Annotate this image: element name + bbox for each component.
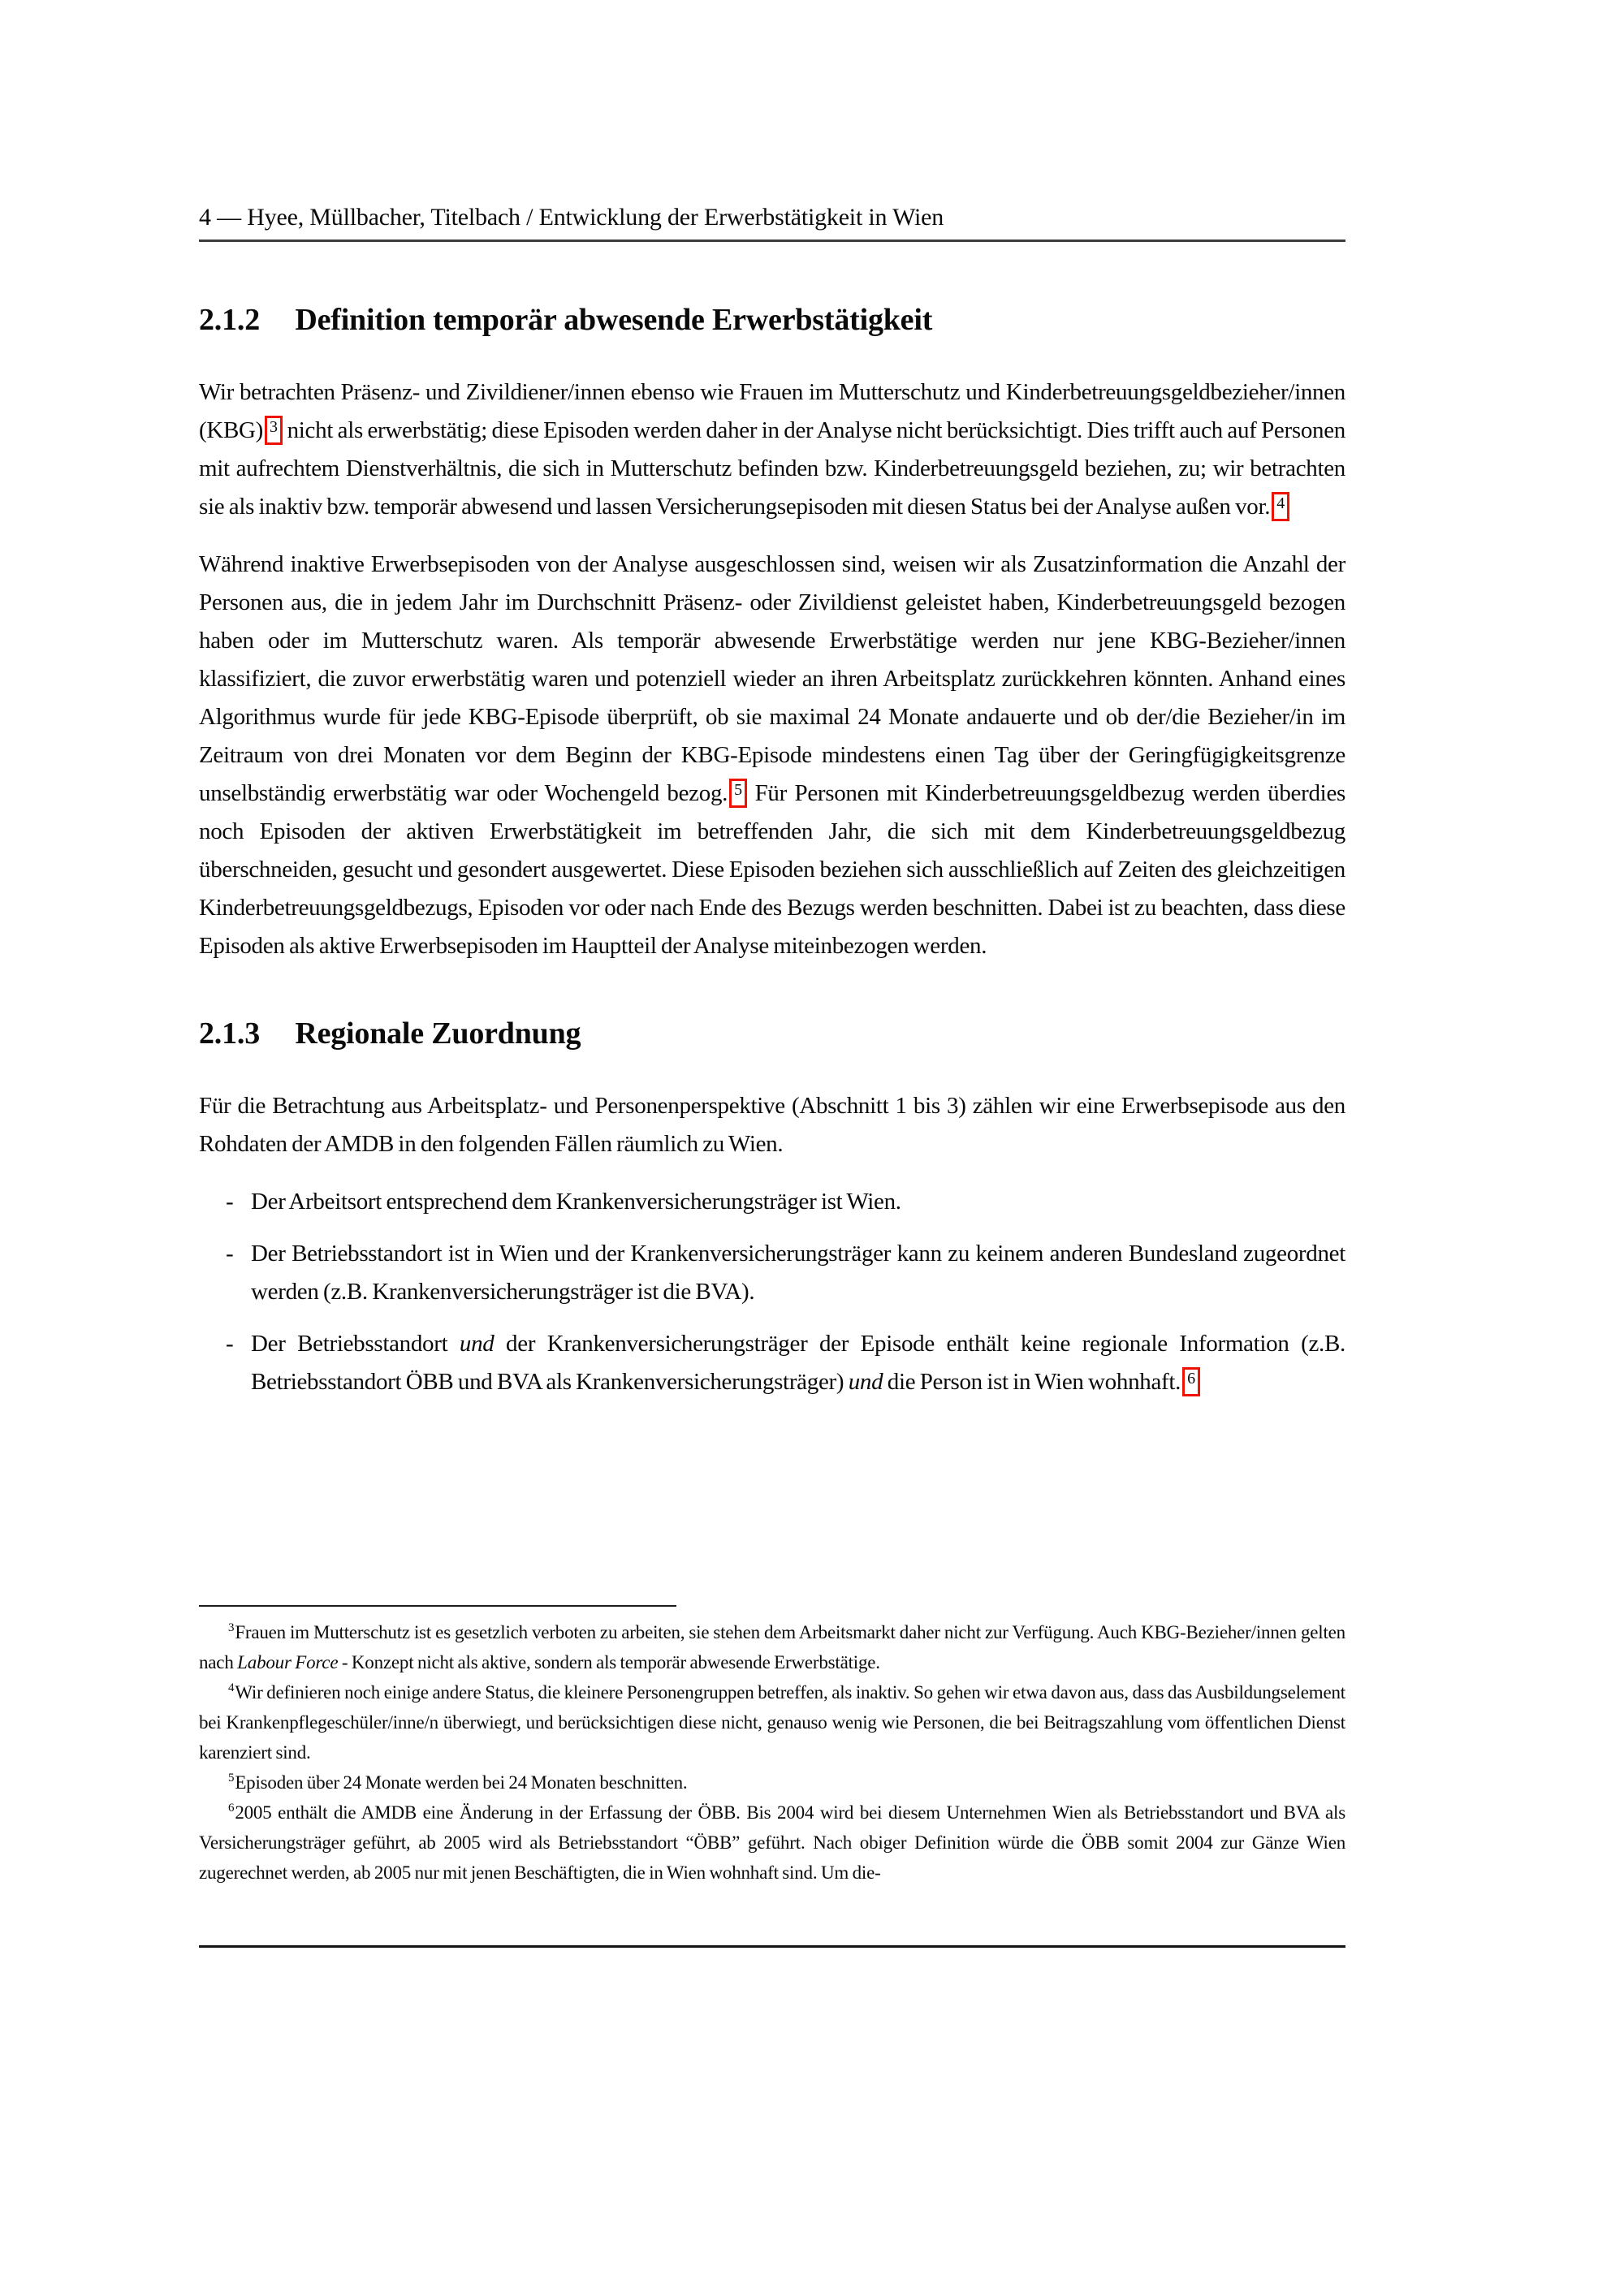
bullet-text (251, 1331, 1345, 1395)
bullet-text (251, 1189, 901, 1215)
footnote-ref-4[interactable]: 4 (1272, 492, 1289, 521)
page-header-text: 4 — Hyee, Müllbacher, Titelbach / Entwicklung der Erwerbstätigkeit in Wien (199, 204, 944, 231)
text-run: Episoden über 24 Monate werden bei 24 Monaten beschnitten. (235, 1772, 688, 1793)
text-run: Wir definieren noch einige andere Status, die kleinere Personengruppen betreffen, als inaktiv. So gehen wir etwa davon aus, dass das Ausbildungselement bei Krankenpflegeschüler/inne/n überwiegt, und berücksichtigen diese nicht, genauso wenig wie Personen, die bei Beitragszahlung vom öffentlichen Dienst karenziert sind. (199, 1682, 1345, 1763)
text-run: Für die Betrachtung aus Arbeitsplatz- und Personenperspektive (Abschnitt 1 bis 3) zählen wir eine Erwerbsepisode aus den Rohdaten der AMDB in den folgenden Fällen räumlich zu Wien. (199, 1093, 1345, 1157)
footnote-5 (199, 1767, 1345, 1798)
text-run: Der Betriebsstandort (251, 1331, 460, 1357)
bullet-marker: - (226, 1241, 234, 1267)
section-title: Definition temporär abwesende Erwerbstätigkeit (295, 303, 933, 337)
emphasized-text: Labour Force (237, 1652, 339, 1672)
section-number: 2.1.3 (199, 1016, 261, 1051)
footnote-ref-5[interactable]: 5 (729, 779, 747, 808)
footnote-marker: 4 (228, 1681, 235, 1694)
footnote-text (199, 1802, 1345, 1883)
text-run: Der Arbeitsort entsprechend dem Krankenversicherungsträger ist Wien. (251, 1189, 901, 1215)
bullet-item (199, 1183, 1345, 1221)
text-run: Für Personen mit Kinderbetreuungsgeldbezug werden überdies noch Episoden der aktiven Erwerbstätigkeit im betreffenden Jahr, die sich mit dem Kinderbetreuungsgeldbezug überschneiden, gesucht und gesondert ausgewertet. Diese Episoden beziehen sich ausschließlich auf Zeiten des gleichzeitigen Kinderbetreuungsgeldbezugs, Episoden vor oder nach Ende des Bezugs werden beschnitten. Dabei ist zu beachten, dass diese Episoden als aktive Erwerbsepisoden im Hauptteil der Analyse miteinbezogen werden. (199, 780, 1346, 959)
text-run: 2005 enthält die AMDB eine Änderung in der Erfassung der ÖBB. Bis 2004 wird bei diesem Unternehmen Wien als Betriebsstandort und BVA als Versicherungsträger geführt, ab 2005 wird als Betriebsstandort “ÖBB” geführt. Nach obiger Definition würde die ÖBB somit 2004 zur Gänze Wien zugerechnet werden, ab 2005 nur mit jenen Beschäftigten, die in Wien wohnhaft sind. Um die- (199, 1802, 1345, 1883)
footnote-marker: 3 (228, 1621, 235, 1634)
paragraph (199, 1087, 1345, 1163)
bullet-item (199, 1325, 1345, 1401)
paragraph (199, 373, 1345, 526)
bullet-item (199, 1235, 1345, 1311)
paragraph (199, 546, 1345, 965)
text-run: - Konzept nicht als aktive, sondern als temporär abwesende Erwerbstätige. (338, 1652, 880, 1672)
emphasized-text: und (459, 1331, 495, 1357)
footnotes-block (199, 1605, 1345, 1888)
text-run: nicht als erwerbstätig; diese Episoden werden daher in der Analyse nicht berücksichtigt. Dies trifft auch auf Personen mit aufrechtem Dienstverhältnis, die sich in Mutterschutz befinden bzw. Kinderbetreuungsgeld beziehen, zu; wir betrachten sie als inaktiv bzw. temporär abwesend und lassen Versicherungsepisoden mit diesen Status bei der Analyse außen vor. (199, 417, 1345, 520)
footnote-separator-rule (199, 1605, 676, 1607)
text-run: Wir betrachten Präsenz- und Zivildiener/innen ebenso wie Frauen im Mutterschutz und Kinderbetreuungsgeldbezieher/innen (KBG) (199, 379, 1345, 443)
footnote-4 (199, 1677, 1345, 1767)
text-run: die Person ist in Wien wohnhaft. (883, 1369, 1181, 1395)
section-title: Regionale Zuordnung (295, 1016, 581, 1051)
text-run: der Krankenversicherungsträger der Episode enthält keine regionale Information (z.B. Betriebsstandort ÖBB und BVA als Krankenversicherungsträger) (251, 1331, 1345, 1395)
footnote-text (235, 1772, 687, 1793)
section-heading-2-1-3 (199, 1016, 1345, 1051)
section-heading-2-1-2 (199, 302, 1345, 338)
text-run: Während inaktive Erwerbsepisoden von der Analyse ausgeschlossen sind, weisen wir als Zusatzinformation die Anzahl der Personen aus, die in jedem Jahr im Durchschnitt Präsenz- oder Zivildienst geleistet haben, Kinderbetreuungsgeld bezogen haben oder im Mutterschutz waren. Als temporär abwesende Erwerbstätige werden nur jene KBG-Bezieher/innen klassifiziert, die zuvor erwerbstätig waren und potenziell wieder an ihren Arbeitsplatz zurückkehren könnten. Anhand eines Algorithmus wurde für jede KBG-Episode überprüft, ob sie maximal 24 Monate andauerte und ob der/die Bezieher/in im Zeitraum von drei Monaten vor dem Beginn der KBG-Episode mindestens einen Tag über der Geringfügigkeitsgrenze unselbständig erwerbstätig war oder Wochengeld bezog. (199, 551, 1345, 806)
bullet-marker: - (226, 1331, 234, 1357)
bullet-text (251, 1241, 1345, 1305)
page-body (199, 302, 1345, 1401)
footnote-marker: 6 (228, 1802, 235, 1815)
page-bottom-rule (199, 1945, 1345, 1948)
bullet-marker: - (226, 1189, 234, 1215)
text-run: Frauen im Mutterschutz ist es gesetzlich verboten zu arbeiten, sie stehen dem Arbeitsmarkt daher nicht zur Verfügung. Auch KBG-Bezieher/innen gelten nach (199, 1622, 1345, 1672)
section-number: 2.1.2 (199, 303, 261, 337)
footnote-6 (199, 1798, 1345, 1888)
footnote-text (199, 1622, 1345, 1672)
text-run: Der Betriebsstandort ist in Wien und der Krankenversicherungsträger kann zu keinem anderen Bundesland zugeordnet werden (z.B. Krankenversicherungsträger ist die BVA). (251, 1241, 1345, 1305)
footnote-marker: 5 (228, 1772, 235, 1785)
footnote-3 (199, 1617, 1345, 1677)
emphasized-text: und (848, 1369, 883, 1395)
footnote-ref-3[interactable]: 3 (265, 416, 283, 445)
footnote-ref-6[interactable]: 6 (1182, 1367, 1200, 1396)
bullet-list (199, 1183, 1345, 1401)
footnote-text (199, 1682, 1345, 1763)
page-header (199, 204, 1345, 242)
